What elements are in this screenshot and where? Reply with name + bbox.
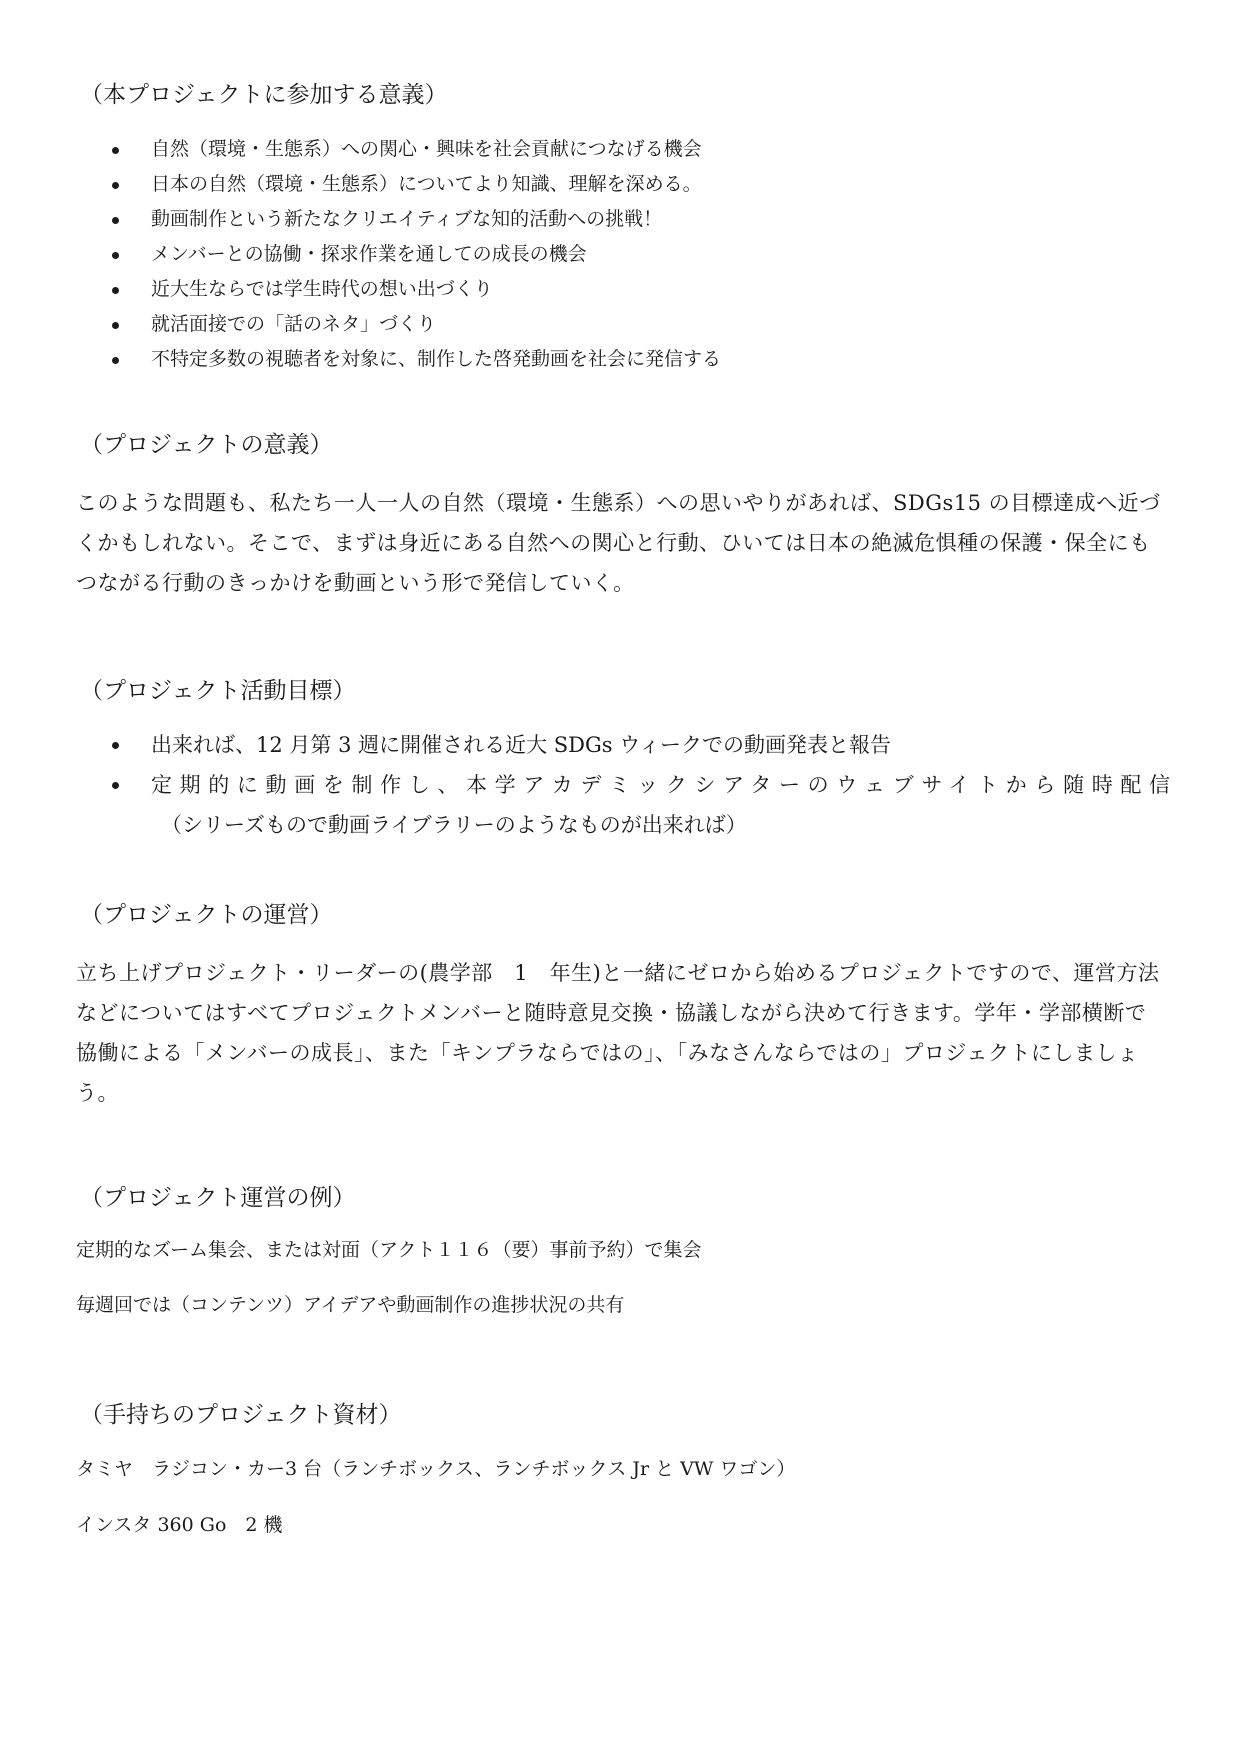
list-item: 近大生ならでは学生時代の想い出づくり [80, 272, 1170, 307]
bullet-icon [112, 217, 119, 224]
list-item: 出来れば、12 月第 3 週に開催される近大 SDGs ウィークでの動画発表と報告 [80, 725, 1170, 765]
heading-materials: （手持ちのプロジェクト資材） [80, 1402, 402, 1428]
operation-example-2: 毎週回では（コンテンツ）アイデアや動画制作の進捗状況の共有 [76, 1294, 625, 1316]
bullet-icon [112, 182, 119, 189]
bullet-icon [112, 147, 119, 154]
materials-line-1: タミヤ ラジコン・カー3 台（ランチボックス、ランチボックス Jr と VW ワゴン） [76, 1458, 796, 1480]
heading-operation-examples: （プロジェクト運営の例） [80, 1185, 356, 1211]
goals-list [80, 725, 1170, 845]
list-item: メンバーとの協働・探求作業を通しての成長の機会 [80, 237, 1170, 272]
bullet-icon [112, 782, 119, 789]
heading-significance-join: （本プロジェクトに参加する意義） [80, 82, 448, 108]
list-item: 就活面接での「話のネタ」づくり [80, 307, 1170, 342]
bullet-icon [112, 322, 119, 329]
operation-paragraph: 立ち上げプロジェクト・リーダーの(農学部 1 年生)と一緒にゼロから始めるプロジェクトですので、運営方法などについてはすべてプロジェクトメンバーと随時意見交換・協議しながら決めて行きます。学年・学部横断で協働による「メンバーの成長」、また「キンプラならではの」、「みなさんならではの」プロジェクトにしましょう。 [76, 961, 1160, 1105]
list-item: 自然（環境・生態系）への関心・興味を社会貢献につなげる機会 [80, 132, 1170, 167]
bullet-icon [112, 742, 119, 749]
list-item: 不特定多数の視聴者を対象に、制作した啓発動画を社会に発信する [80, 342, 1170, 377]
significance-join-list [80, 132, 1170, 377]
bullet-icon [112, 252, 119, 259]
list-item: 定期的に動画を制作し、本学アカデミックシアターのウェブサイトから随時配信 （シリーズもので動画ライブラリーのようなものが出来れば） [80, 765, 1170, 845]
significance-project-paragraph: このような問題も、私たち一人一人の自然（環境・生態系）への思いやりがあれば、SDGs15 の目標達成へ近づくかもしれない。そこで、まずは身近にある自然への関心と行動、ひいては日本の絶滅危惧種の保護・保全にもつながる行動のきっかけを動画という形で発信していく。 [76, 491, 1161, 595]
bullet-icon [112, 357, 119, 364]
heading-goals: （プロジェクト活動目標） [80, 678, 356, 704]
operation-example-1: 定期的なズーム集会、または対面（アクト１１６（要）事前予約）で集会 [76, 1239, 702, 1261]
bullet-icon [112, 287, 119, 294]
list-item: 動画制作という新たなクリエイティブな知的活動への挑戦！ [80, 202, 1170, 237]
materials-line-2: インスタ 360 Go 2 機 [76, 1514, 283, 1536]
heading-operation: （プロジェクトの運営） [80, 902, 333, 928]
heading-significance-project: （プロジェクトの意義） [80, 432, 333, 458]
list-item: 日本の自然（環境・生態系）についてより知識、理解を深める。 [80, 167, 1170, 202]
